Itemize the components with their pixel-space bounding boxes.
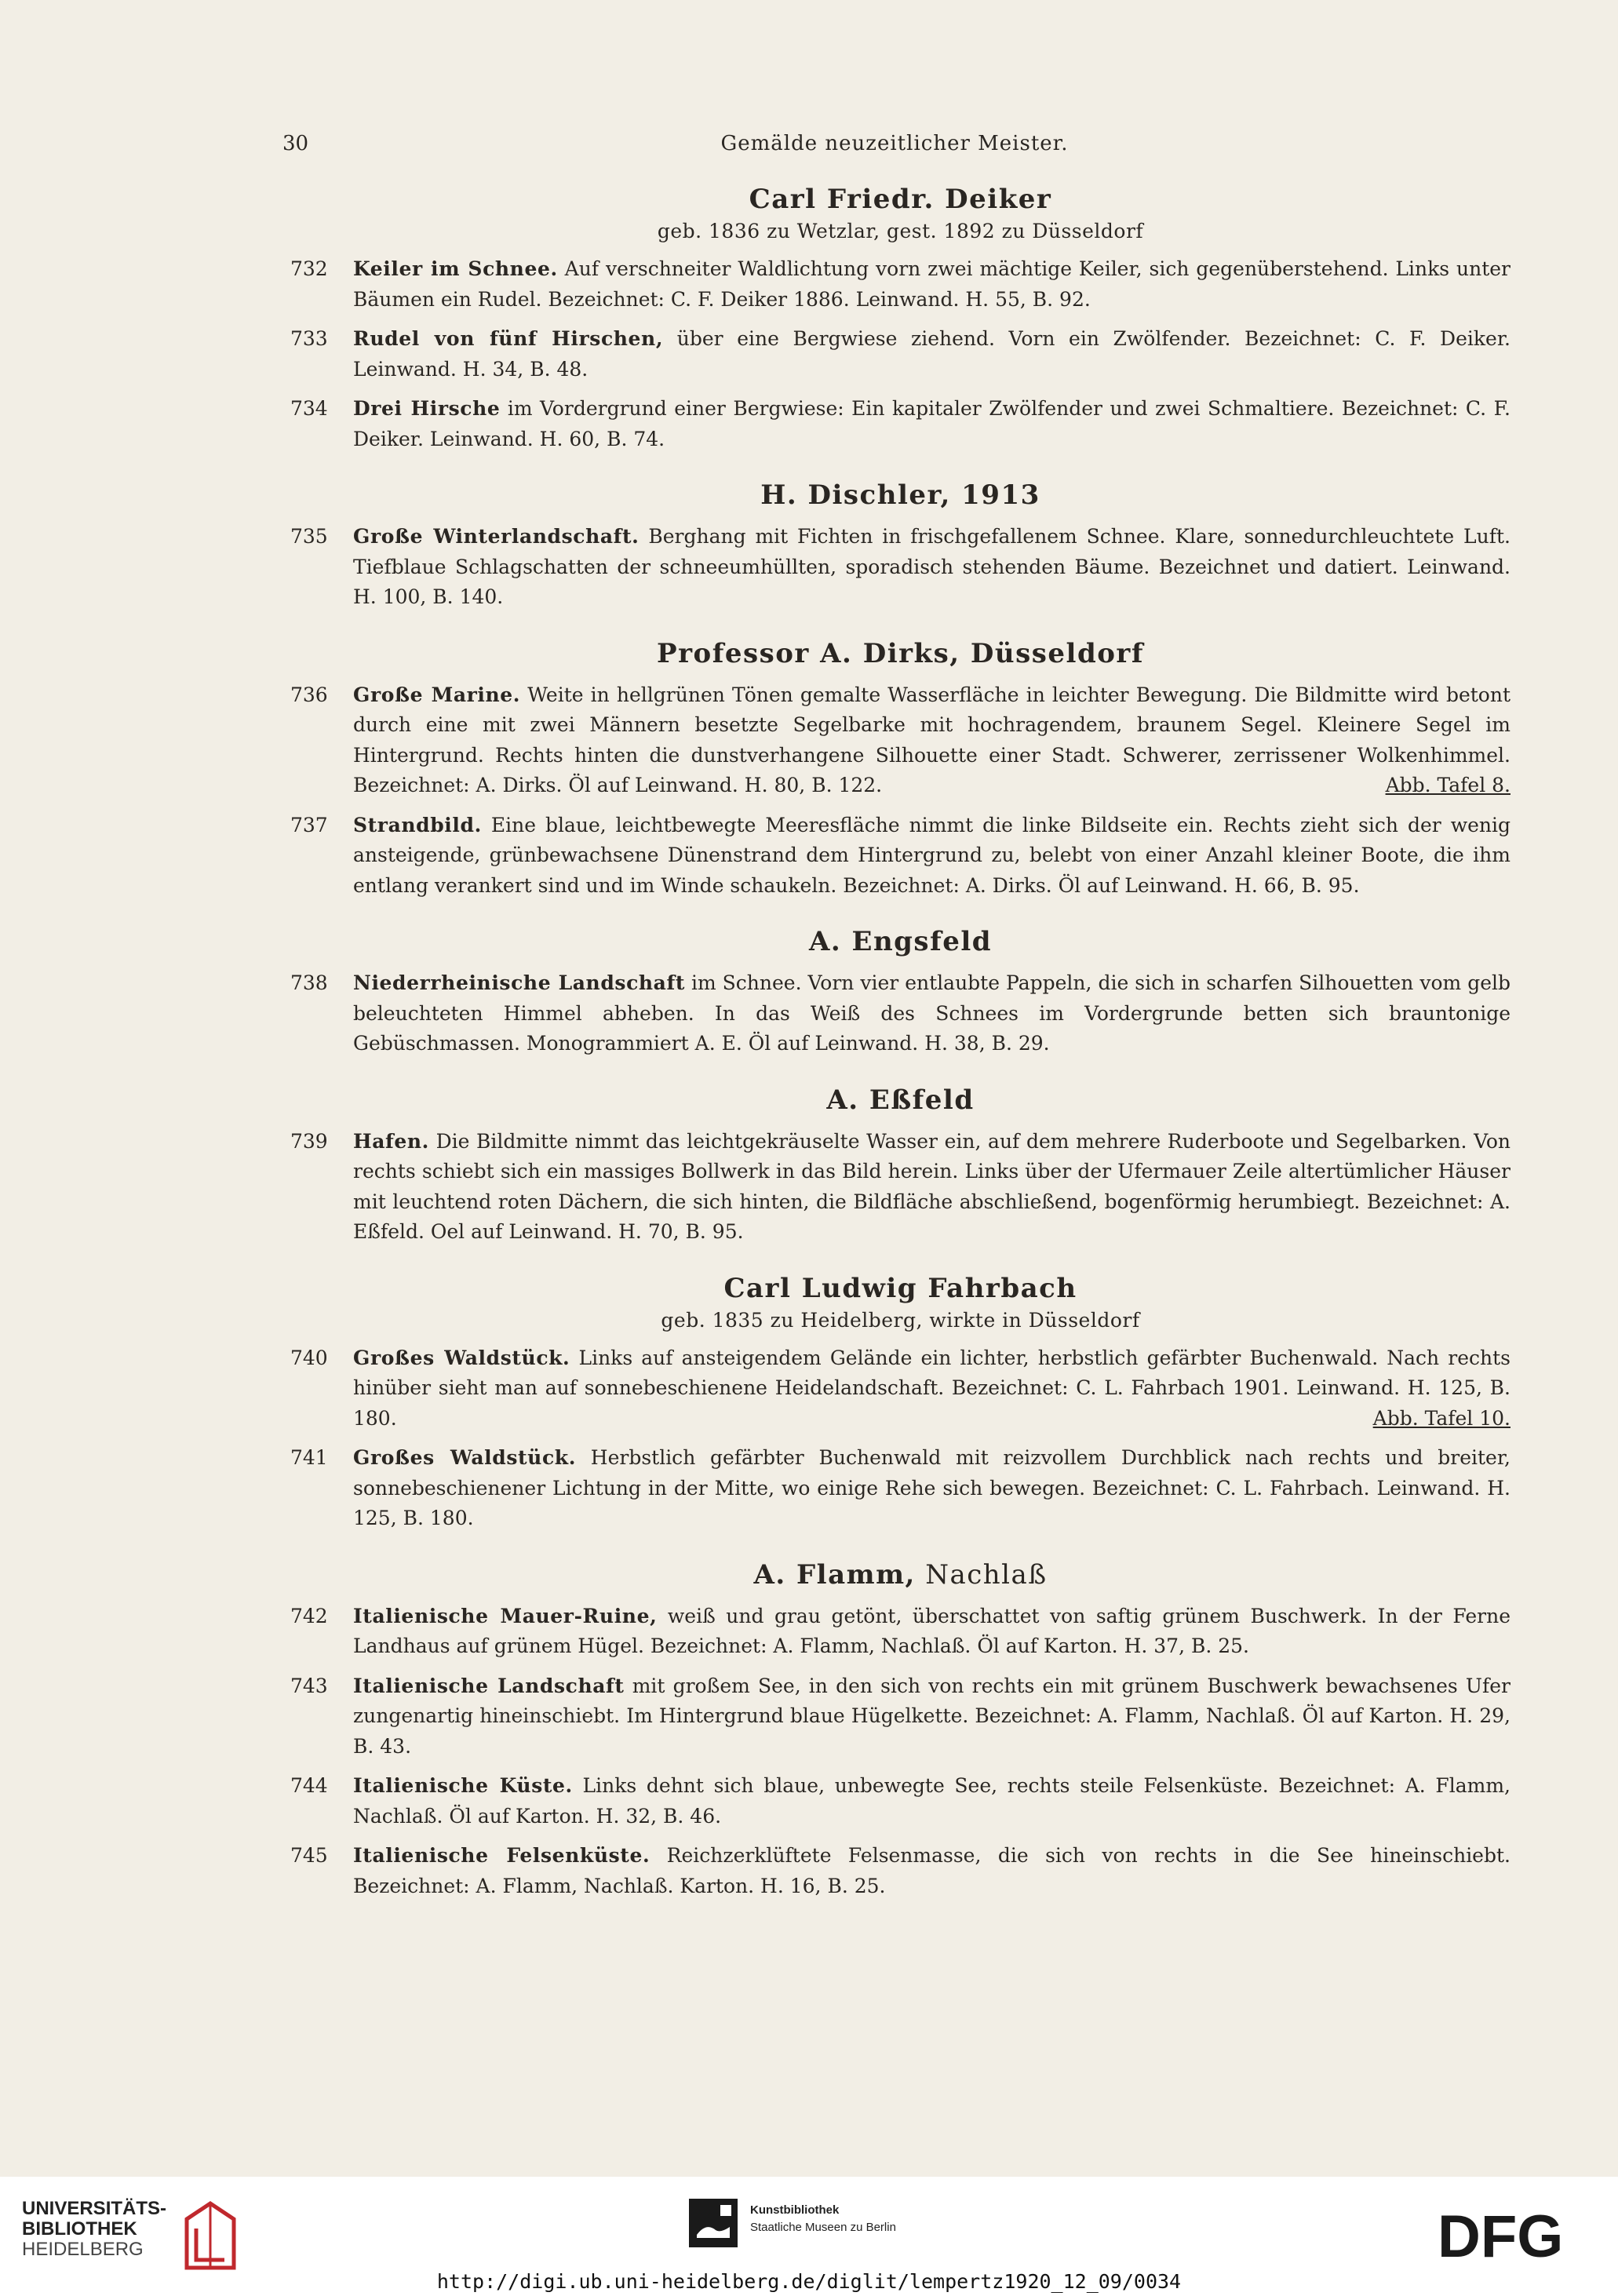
artwork-title: Italienische Felsenküste. — [353, 1844, 650, 1867]
catalog-entry — [290, 968, 1510, 1059]
artist-name-text: Professor A. Dirks, Düsseldorf — [657, 637, 1144, 669]
artwork-description: Reichzerklüftete Felsenmasse, die sich von rechts in die See hineinschiebt. Bezeichnet: A. Flamm, Nachlaß. Karton. H. 16, B. 25. — [353, 1844, 1510, 1897]
lot-number: 732 — [290, 257, 328, 280]
kunstbibliothek-logo[interactable] — [689, 2197, 971, 2252]
artist-name-text: A. Eßfeld — [826, 1084, 975, 1116]
artwork-description: im Vordergrund einer Bergwiese: Ein kapitaler Zwölfender und zwei Schmaltiere. Bezeichnet: C. F. Deiker. Leinwand. H. 60, B. 74. — [353, 397, 1511, 450]
artwork-description: Herbstlich gefärbter Buchenwald mit reizvollem Durchblick nach rechts und breiter, sonnebeschienener Lichtung in der Mitte, wo einige Rehe sich bewegen. Bezeichnet: C. L. Fahrbach. Leinwand. H. 125, B. 180. — [353, 1446, 1510, 1529]
artist-name-text: A. Flamm, — [753, 1558, 916, 1591]
lot-number: 734 — [290, 397, 328, 420]
artist-name — [290, 1083, 1510, 1117]
artwork-description: über eine Bergwiese ziehend. Vorn ein Zwölfender. Bezeichnet: C. F. Deiker. Leinwand. H. 34, B. 48. — [353, 327, 1510, 381]
dfg-text: DFG — [1438, 2208, 1564, 2265]
ub-line2: BIBLIOTHEK — [22, 2218, 137, 2240]
artwork-title: Niederrheinische Landschaft — [353, 971, 685, 994]
artist-name — [290, 1271, 1510, 1306]
artist-name-text: A. Engsfeld — [808, 926, 993, 957]
artwork-title: Italienische Landschaft — [353, 1674, 625, 1697]
artwork-description: Die Bildmitte nimmt das leichtgekräuselte Wasser ein, auf dem mehrere Ruderboote und Segelbarken. Von rechts schiebt sich ein massiges Bollwerk in das Bild herein. Links über der Ufermauer Zeile altertümlicher Häuser mit leuchtend roten Dächern, die sich hinten, die Bildfläche abschließend, bogenförmig herumbiegt. Bezeichnet: A. Eßfeld. Oel auf Leinwand. H. 70, B. 95. — [353, 1129, 1510, 1243]
artist-section — [290, 1083, 1510, 1248]
lot-number: 737 — [290, 813, 328, 836]
catalog-entry — [290, 1127, 1510, 1248]
artist-life-dates: geb. 1835 zu Heidelberg, wirkte in Düsseldorf — [661, 1308, 1140, 1332]
artwork-title: Keiler im Schnee. — [353, 257, 558, 280]
artwork-description: Links dehnt sich blaue, unbewegte See, rechts steile Felsenküste. Bezeichnet: A. Flamm, Nachlaß. Öl auf Karton. H. 32, B. 46. — [353, 1774, 1510, 1828]
lot-number: 735 — [290, 525, 328, 548]
dfg-logo[interactable] — [1438, 2208, 1594, 2265]
artist-name-text: Carl Ludwig Fahrbach — [723, 1272, 1077, 1304]
catalog-entry — [290, 324, 1510, 384]
plate-reference: Abb. Tafel 10. — [1372, 1406, 1510, 1430]
lot-number: 745 — [290, 1844, 328, 1867]
kunstbibliothek-mark-icon — [689, 2199, 738, 2247]
artwork-title: Großes Waldstück. — [353, 1446, 577, 1469]
lot-number: 744 — [290, 1774, 328, 1797]
artwork-title: Große Winterlandschaft. — [353, 525, 640, 548]
artwork-description: im Schnee. Vorn vier entlaubte Pappeln, die sich in scharfen Silhouetten vom gelb beleuchteten Himmel abheben. In das Weiß des Schnees im Vordergrunde betten sich brauntonige Gebüschmassen. Monogrammiert A. E. Öl auf Leinwand. H. 38, B. 29. — [353, 971, 1510, 1055]
artist-name — [290, 478, 1510, 512]
lot-number: 741 — [290, 1446, 328, 1469]
ub-line3: HEIDELBERG — [22, 2239, 144, 2260]
artist-name — [290, 636, 1510, 671]
artist-section — [290, 1271, 1510, 1534]
catalog-entry — [290, 394, 1510, 454]
artwork-title: Strandbild. — [353, 813, 482, 836]
catalog-entry — [290, 1443, 1510, 1534]
lot-number: 743 — [290, 1674, 328, 1697]
lot-number: 733 — [290, 327, 328, 350]
artwork-title: Drei Hirsche — [353, 397, 501, 420]
catalog-entry — [290, 680, 1510, 801]
lot-number: 740 — [290, 1346, 328, 1369]
catalog-entry — [290, 1771, 1510, 1831]
artist-section — [290, 478, 1510, 613]
page-header — [282, 132, 1507, 163]
page-number: 30 — [282, 132, 309, 155]
lot-number: 736 — [290, 683, 328, 706]
catalog-entry — [290, 1602, 1510, 1662]
catalog-entry — [290, 522, 1510, 613]
catalog-entry — [290, 811, 1510, 902]
artwork-description: weiß und grau getönt, überschattet von saftig grünem Buschwerk. In der Ferne Landhaus auf grünem Hügel. Bezeichnet: A. Flamm, Nachlaß. Öl auf Karton. H. 37, B. 25. — [353, 1604, 1510, 1657]
catalog-entry — [290, 1343, 1510, 1434]
ub-line1: UNIVERSITÄTS- — [22, 2198, 167, 2219]
artwork-title: Hafen. — [353, 1129, 429, 1153]
artwork-description: mit großem See, in den sich von rechts ein mit grünem Buschwerk bewachsenes Ufer zungenartig hineinschiebt. Im Hintergrund blaue Hügelkette. Bezeichnet: A. Flamm, Nachlaß. Öl auf Karton. H. 29, B. 43. — [353, 1674, 1510, 1758]
artist-name-text: Carl Friedr. Deiker — [749, 184, 1052, 215]
lot-number: 739 — [290, 1129, 328, 1153]
artist-name — [290, 182, 1510, 217]
artwork-title: Italienische Mauer-Ruine, — [353, 1604, 658, 1627]
running-title: Gemälde neuzeitlicher Meister. — [720, 132, 1069, 155]
catalog-entry — [290, 254, 1510, 315]
artist-name-text: H. Dischler, 1913 — [760, 479, 1040, 511]
kb-line2: Staatliche Museen zu Berlin — [750, 2221, 896, 2234]
artist-section — [290, 182, 1510, 454]
footer-bar — [0, 2177, 1618, 2296]
artwork-description: Eine blaue, leichtbewegte Meeresfläche nimmt die linke Bildseite ein. Rechts zieht sich der wenig ansteigende, grünbewachsene Dünenstrand dem Hintergrund zu, belebt von einer Anzahl kleiner Boote, die ihm entlang verankert sind und im Winde schaukeln. Bezeichnet: A. Dirks. Öl auf Leinwand. H. 66, B. 95. — [353, 813, 1510, 897]
artist-name-suffix: Nachlaß — [915, 1558, 1048, 1591]
source-url[interactable]: http://digi.ub.uni-heidelberg.de/diglit/lempertz1920_12_09/0034 — [436, 2270, 1182, 2293]
lot-number: 742 — [290, 1604, 328, 1627]
artwork-title: Großes Waldstück. — [353, 1346, 570, 1369]
artwork-title: Italienische Küste. — [353, 1774, 573, 1797]
artist-section — [290, 924, 1510, 1059]
artwork-title: Rudel von fünf Hirschen, — [353, 327, 664, 350]
kb-line1: Kunstbibliothek — [750, 2203, 840, 2217]
artwork-description: Links auf ansteigendem Gelände ein lichter, herbstlich gefärbter Buchenwald. Nach rechts hinüber sieht man auf sonnebeschienene Heidelandschaft. Bezeichnet: C. L. Fahrbach 1901. Leinwand. H. 125, B. 180. — [353, 1346, 1510, 1430]
artist-section — [290, 636, 1510, 902]
plate-reference: Abb. Tafel 8. — [1385, 774, 1510, 796]
artwork-description: Weite in hellgrünen Tönen gemalte Wasserfläche in leichter Bewegung. Die Bildmitte wird betont durch eine mit zwei Männern besetzte Segelbarke mit hochragendem, braunem Segel. Kleinere Segel im Hintergrund. Rechts hinten die dunstverhangene Silhouette einer Stadt. Schwerer, zerrissener Wolkenhimmel. Bezeichnet: A. Dirks. Öl auf Leinwand. H. 80, B. 122. — [353, 683, 1510, 796]
artist-name — [290, 924, 1510, 959]
catalog-content — [290, 182, 1510, 1901]
catalog-entry — [290, 1671, 1510, 1762]
artist-life-dates: geb. 1836 zu Wetzlar, gest. 1892 zu Düsseldorf — [657, 220, 1144, 242]
artist-name — [290, 1558, 1510, 1592]
lot-number: 738 — [290, 971, 328, 994]
catalog-entry — [290, 1841, 1510, 1901]
artist-section — [290, 1558, 1510, 1902]
ub-heidelberg-mark-icon — [179, 2196, 242, 2274]
artwork-description: Auf verschneiter Waldlichtung vorn zwei mächtige Keiler, sich gegenüberstehend. Links unter Bäumen ein Rudel. Bezeichnet: C. F. Deiker 1886. Leinwand. H. 55, B. 92. — [353, 257, 1511, 311]
artwork-description: Berghang mit Fichten in frischgefallenem Schnee. Klare, sonnedurchleuchtete Luft. Tiefblaue Schlagschatten der schneeumhüllten, sporadisch stehenden Bäume. Bezeichnet und datiert. Leinwand. H. 100, B. 140. — [353, 525, 1510, 608]
artwork-title: Große Marine. — [353, 683, 521, 706]
ub-heidelberg-logo[interactable] — [22, 2192, 250, 2279]
